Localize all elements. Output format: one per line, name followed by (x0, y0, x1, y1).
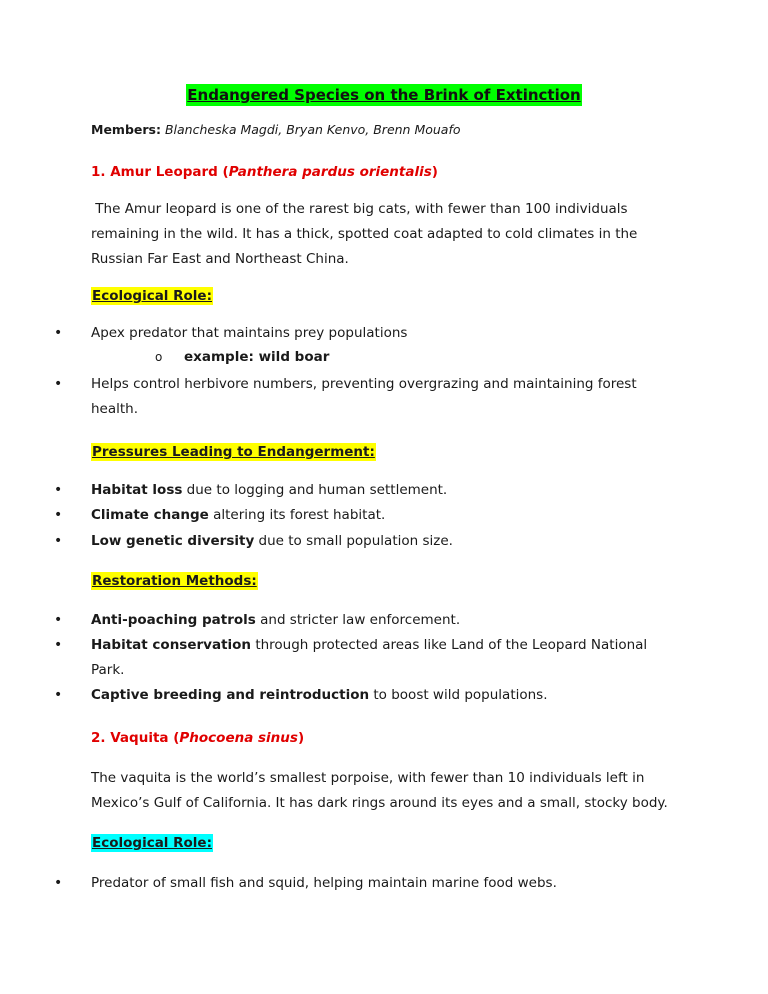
bullet-icon: • (54, 875, 63, 891)
intro-line: Mexico’s Gulf of California. It has dark rings around its eyes and a small, stocky body. (91, 795, 668, 811)
intro-paragraph-amur-leopard (91, 197, 691, 272)
subheading-ecological-role: Ecological Role: (92, 288, 212, 304)
members-names: Blancheska Magdi, Bryan Kenvo, Brenn Mouafo (164, 122, 461, 137)
subheading-pressures: Pressures Leading to Endangerment: (92, 444, 375, 460)
subheading-restoration: Restoration Methods: (92, 573, 257, 589)
list-item-text: due to logging and human settlement. (182, 482, 448, 498)
list-item (91, 633, 671, 683)
members-label: Members: (91, 122, 161, 137)
list-item-bold: Habitat conservation (91, 637, 252, 653)
heading-prefix: 2. Vaquita ( (91, 730, 180, 746)
bullet-icon: • (54, 637, 63, 653)
species-name: Phocoena sinus (179, 730, 298, 746)
list-item-text: due to small population size. (254, 533, 453, 549)
list-item: Apex predator that maintains prey populations (91, 325, 408, 341)
list-item-text: and stricter law enforcement. (255, 612, 461, 628)
heading-suffix: ) (431, 164, 438, 180)
subheading-ecological-role-vaquita: Ecological Role: (92, 835, 212, 851)
section-heading-amur-leopard (91, 164, 438, 180)
list-item-bold: Habitat loss (91, 482, 183, 498)
list-item (91, 529, 671, 554)
sub-list-item: example: wild boar (184, 349, 330, 365)
document-title: Endangered Species on the Brink of Extinction (187, 86, 581, 104)
list-item-line: Helps control herbivore numbers, preventing overgrazing and maintaining forest (91, 376, 637, 392)
bullet-icon: • (54, 687, 63, 703)
list-item (91, 503, 671, 528)
intro-line: The Amur leopard is one of the rarest big cats, with fewer than 100 individuals (91, 201, 628, 217)
list-item: Predator of small fish and squid, helping maintain marine food webs. (91, 875, 557, 891)
list-item-text: through protected areas like Land of the Leopard National (251, 637, 648, 653)
intro-paragraph-vaquita (91, 766, 711, 816)
list-item-bold: Low genetic diversity (91, 533, 255, 549)
list-item (91, 372, 671, 422)
species-name: Panthera pardus orientalis (228, 164, 432, 180)
list-item-text: altering its forest habitat. (208, 507, 386, 523)
bullet-icon: • (54, 325, 63, 341)
intro-line: Russian Far East and Northeast China. (91, 251, 349, 267)
heading-prefix: 1. Amur Leopard ( (91, 164, 229, 180)
section-heading-vaquita (91, 730, 304, 746)
list-item-bold: Anti-poaching patrols (91, 612, 256, 628)
sub-bullet-icon: o (155, 350, 163, 364)
title-block (0, 85, 768, 104)
list-item-line: Park. (91, 662, 125, 678)
bullet-icon: • (54, 612, 63, 628)
list-item (91, 608, 671, 633)
list-item-bold: Climate change (91, 507, 209, 523)
bullet-icon: • (54, 533, 63, 549)
intro-line: remaining in the wild. It has a thick, spotted coat adapted to cold climates in the (91, 226, 638, 242)
list-item-line: health. (91, 401, 139, 417)
members-line (91, 122, 461, 137)
bullet-icon: • (54, 376, 63, 392)
list-item-bold: Captive breeding and reintroduction (91, 687, 370, 703)
list-item-text: to boost wild populations. (369, 687, 548, 703)
intro-line: The vaquita is the world’s smallest porpoise, with fewer than 10 individuals left in (91, 770, 645, 786)
bullet-icon: • (54, 482, 63, 498)
list-item (91, 683, 671, 708)
bullet-icon: • (54, 507, 63, 523)
heading-suffix: ) (297, 730, 305, 746)
list-item (91, 478, 671, 503)
